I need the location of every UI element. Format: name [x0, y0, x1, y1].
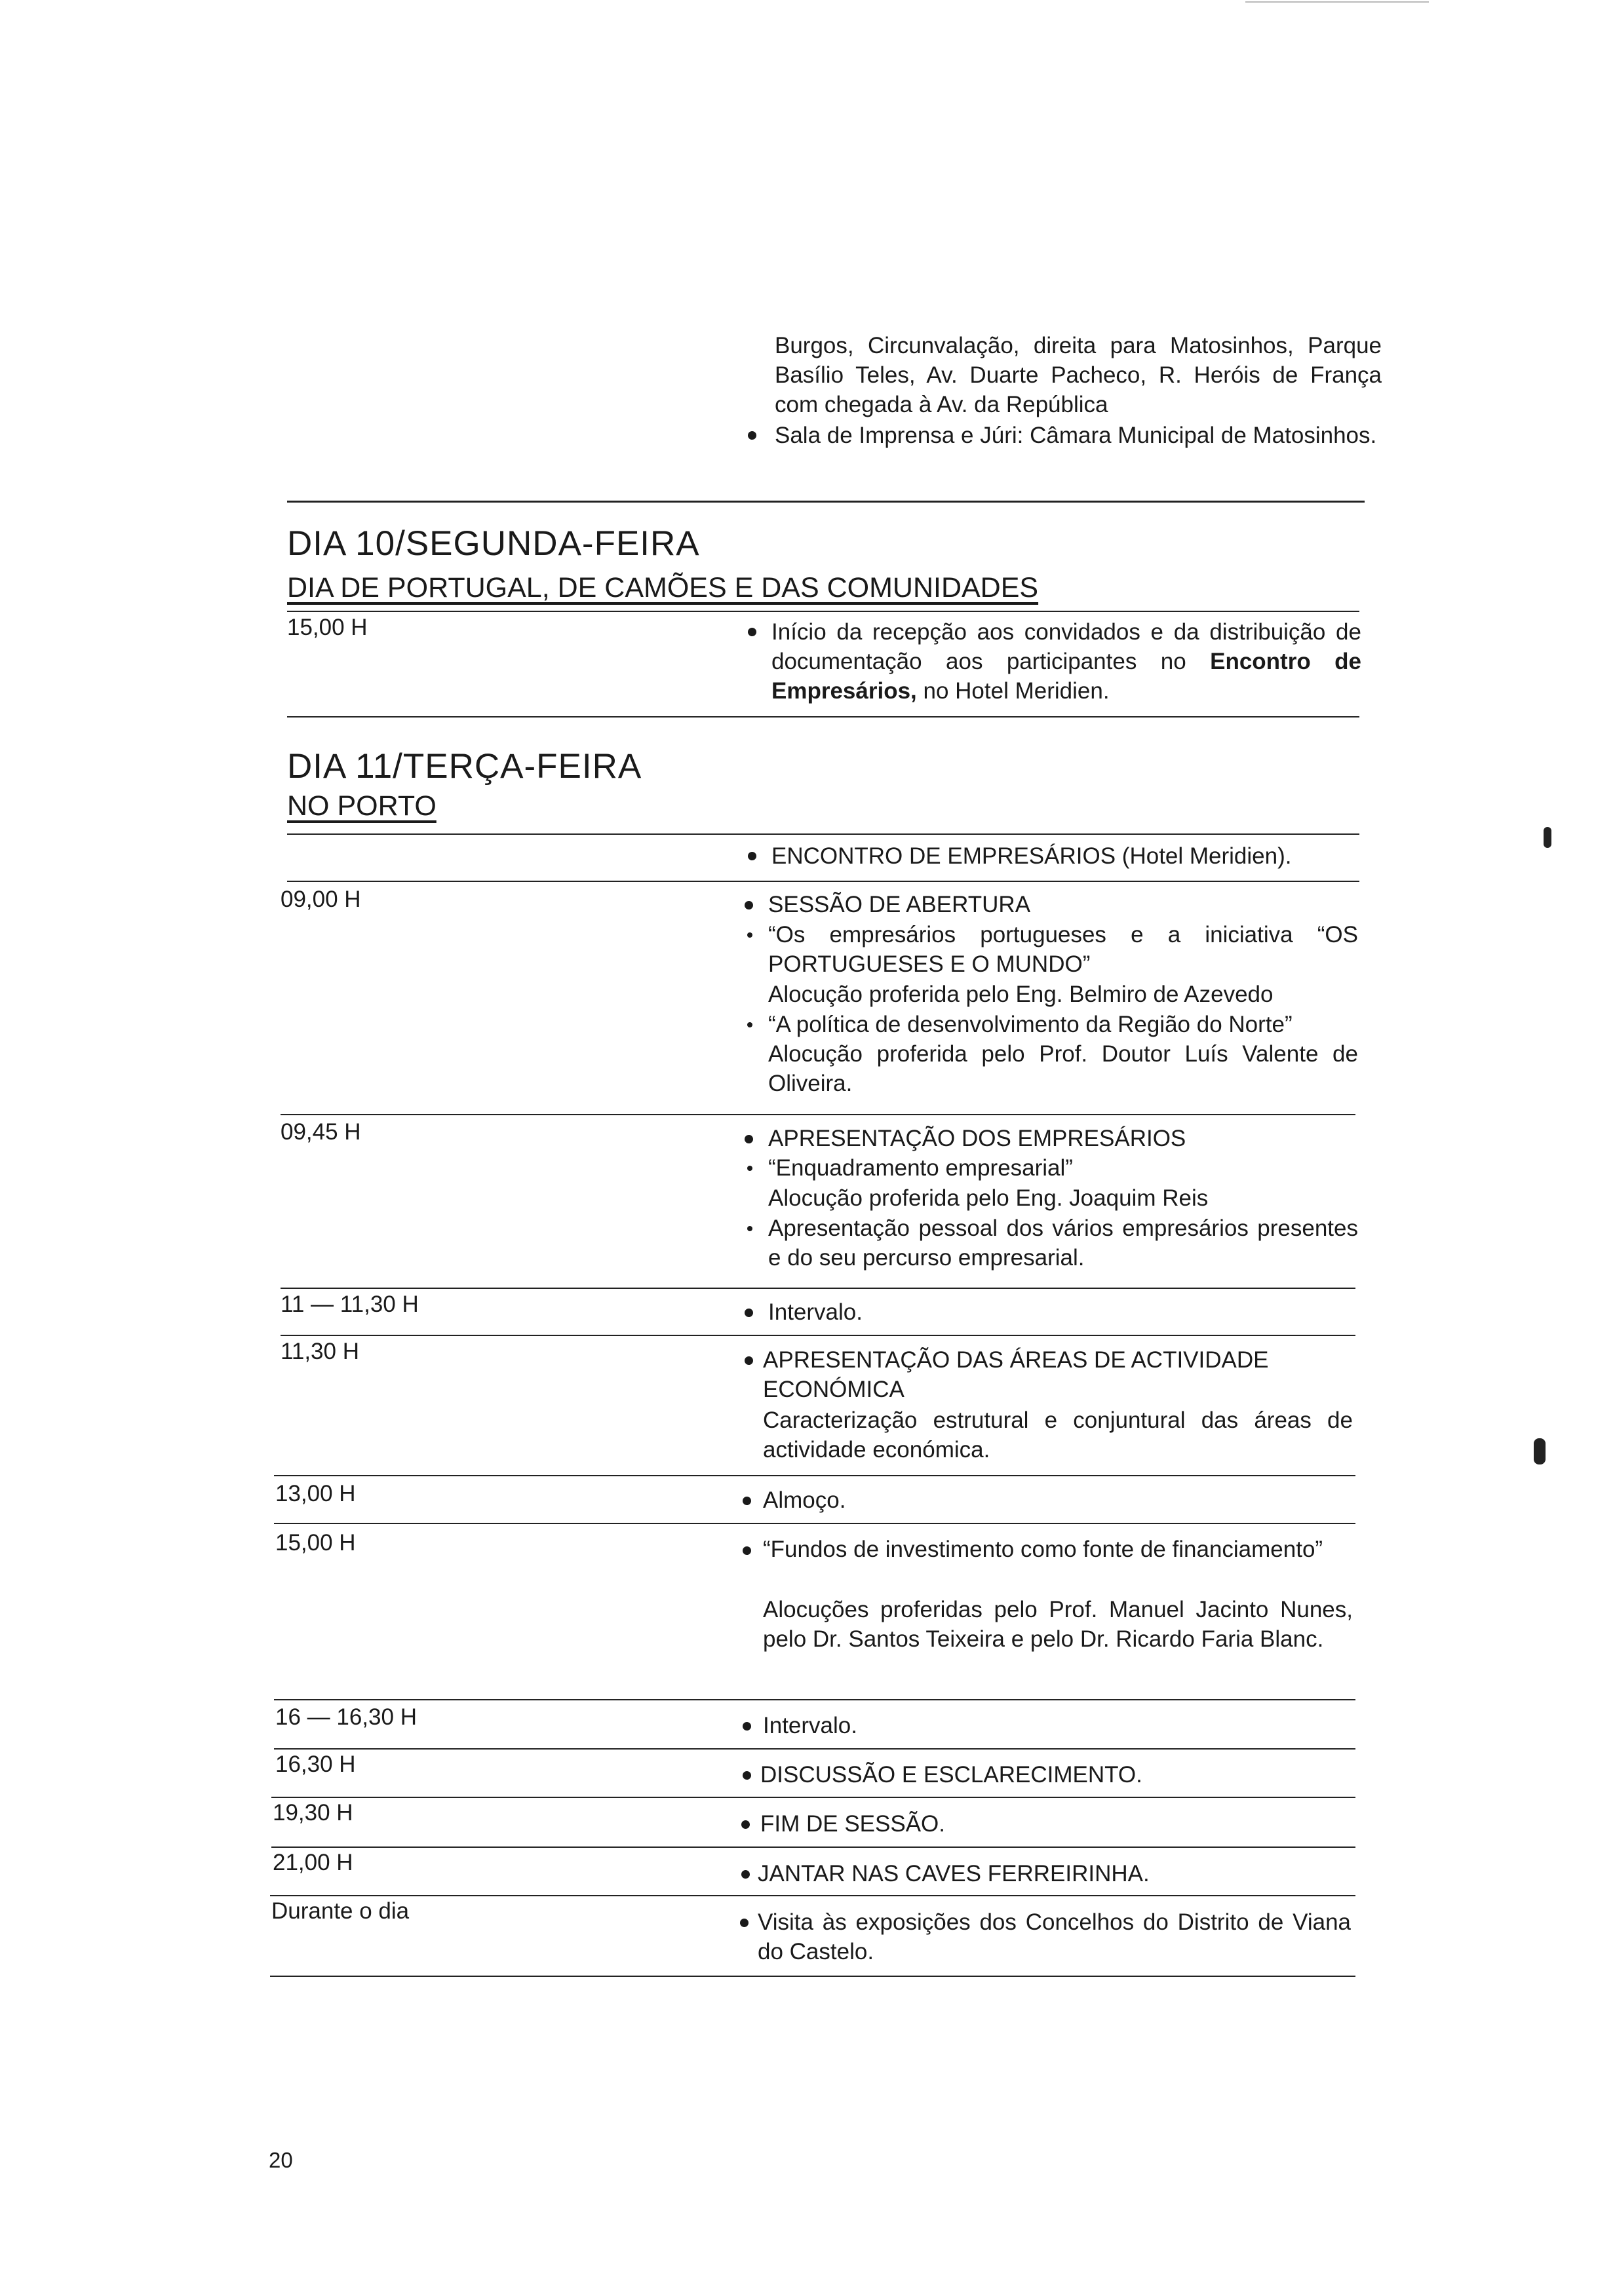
session-description: Caracterização estrutural e conjuntural das áreas de actividade económica.: [763, 1407, 1353, 1463]
bullet-icon: [740, 1919, 749, 1927]
bullet-icon: [741, 1820, 750, 1829]
day-10-item-location: no Hotel Meridien.: [916, 678, 1110, 704]
session-time: 11,30 H: [281, 1339, 359, 1364]
sub-bullet-icon: [747, 1022, 752, 1027]
bullet-icon: [748, 628, 756, 636]
scan-mark: [1534, 1438, 1546, 1464]
session-subitem: “A política de desenvolvimento da Região do Norte”: [768, 1012, 1293, 1037]
sub-bullet-icon: [747, 932, 752, 938]
bullet-icon: [745, 1309, 753, 1317]
divider: [274, 1748, 1355, 1750]
bullet-icon: [741, 1870, 750, 1879]
bullet-icon: [748, 431, 756, 440]
day-11-subheading: NO PORTO: [287, 790, 437, 822]
day-10-time: 15,00 H: [287, 615, 368, 640]
bullet-icon: [745, 1135, 753, 1143]
divider: [274, 1475, 1355, 1476]
scan-edge-line: [1245, 1, 1429, 3]
session-title: Intervalo.: [763, 1713, 857, 1738]
session-speaker-note: Alocução proferida pelo Eng. Joaquim Reis: [768, 1185, 1209, 1211]
session-subitem: Apresentação pessoal dos vários empresários presentes e do seu percurso empresarial.: [768, 1215, 1358, 1271]
divider: [287, 716, 1359, 718]
session-title: “Fundos de investimento como fonte de financiamento”: [763, 1537, 1323, 1562]
day-10-item-text: Início da recepção aos convidados e da distribuição de documentação aos participantes no: [771, 619, 1361, 674]
divider: [271, 1846, 1355, 1848]
session-speaker-note: Alocuções proferidas pelo Prof. Manuel Jacinto Nunes, pelo Dr. Santos Teixeira e pelo Dr. Ricardo Faria Blanc.: [763, 1597, 1353, 1652]
divider: [281, 1288, 1355, 1289]
session-subitem: “Os empresários portugueses e a iniciativa “OS PORTUGUESES E O MUNDO”: [768, 922, 1358, 977]
session-time: Durante o dia: [271, 1898, 410, 1924]
divider: [270, 1895, 1355, 1896]
divider: [274, 1699, 1355, 1700]
session-time: 16 — 16,30 H: [275, 1704, 417, 1730]
session-title: Almoço.: [763, 1487, 846, 1513]
session-time: 19,30 H: [273, 1800, 353, 1826]
bullet-icon: [748, 852, 756, 860]
session-title: SESSÃO DE ABERTURA: [768, 892, 1031, 917]
divider: [287, 611, 1359, 612]
page-number: 20: [269, 2148, 293, 2172]
divider: [281, 1114, 1355, 1115]
divider: [287, 501, 1365, 503]
session-title: JANTAR NAS CAVES FERREIRINHA.: [758, 1861, 1150, 1886]
day-10-heading: DIA 10/SEGUNDA-FEIRA: [287, 524, 700, 563]
session-time: 09,00 H: [281, 887, 361, 912]
divider: [287, 833, 1359, 835]
divider: [281, 1335, 1355, 1336]
session-speaker-note: Alocução proferida pelo Prof. Doutor Luís Valente de Oliveira.: [768, 1041, 1358, 1096]
divider: [274, 1523, 1355, 1524]
session-time: 16,30 H: [275, 1751, 356, 1777]
bullet-icon: [743, 1722, 751, 1731]
session-time: 09,45 H: [281, 1119, 361, 1145]
press-room-item: Sala de Imprensa e Júri: Câmara Municipal de Matosinhos.: [775, 423, 1377, 448]
session-title: Visita às exposições dos Concelhos do Distrito de Viana do Castelo.: [758, 1909, 1351, 1964]
day-10-subheading: DIA DE PORTUGAL, DE CAMÕES E DAS COMUNIDADES: [287, 572, 1039, 603]
session-time: 21,00 H: [273, 1850, 353, 1875]
session-time: 15,00 H: [275, 1530, 356, 1556]
session-speaker-note: Alocução proferida pelo Eng. Belmiro de Azevedo: [768, 982, 1274, 1007]
route-continuation-text: Burgos, Circunvalação, direita para Matosinhos, Parque Basílio Teles, Av. Duarte Pacheco, R. Heróis de França com chegada à Av. da República: [775, 333, 1382, 417]
session-subitem: “Enquadramento empresarial”: [768, 1155, 1073, 1181]
session-title: APRESENTAÇÃO DOS EMPRESÁRIOS: [768, 1126, 1186, 1151]
day-10-item: [771, 617, 1361, 706]
bullet-icon: [745, 1356, 753, 1365]
meeting-name: Encontro de Empresários,: [771, 649, 1361, 704]
sub-bullet-icon: [747, 1226, 752, 1231]
session-time: 13,00 H: [275, 1481, 356, 1506]
day-11-heading: DIA 11/TERÇA-FEIRA: [287, 747, 642, 786]
scan-mark: [1544, 827, 1551, 848]
divider: [271, 1797, 1355, 1798]
session-title: APRESENTAÇÃO DAS ÁREAS DE ACTIVIDADE ECONÓMICA: [763, 1347, 1269, 1402]
session-title: FIM DE SESSÃO.: [760, 1811, 945, 1837]
bullet-icon: [743, 1497, 751, 1505]
session-title: Intervalo.: [768, 1299, 863, 1325]
meeting-item: ENCONTRO DE EMPRESÁRIOS (Hotel Meridien).: [771, 843, 1292, 869]
bullet-icon: [745, 901, 753, 909]
bullet-icon: [743, 1771, 751, 1780]
divider: [287, 881, 1359, 882]
sub-bullet-icon: [747, 1166, 752, 1171]
session-title: DISCUSSÃO E ESCLARECIMENTO.: [760, 1762, 1142, 1788]
bullet-icon: [743, 1546, 751, 1555]
divider: [270, 1976, 1355, 1977]
session-time: 11 — 11,30 H: [281, 1292, 419, 1317]
